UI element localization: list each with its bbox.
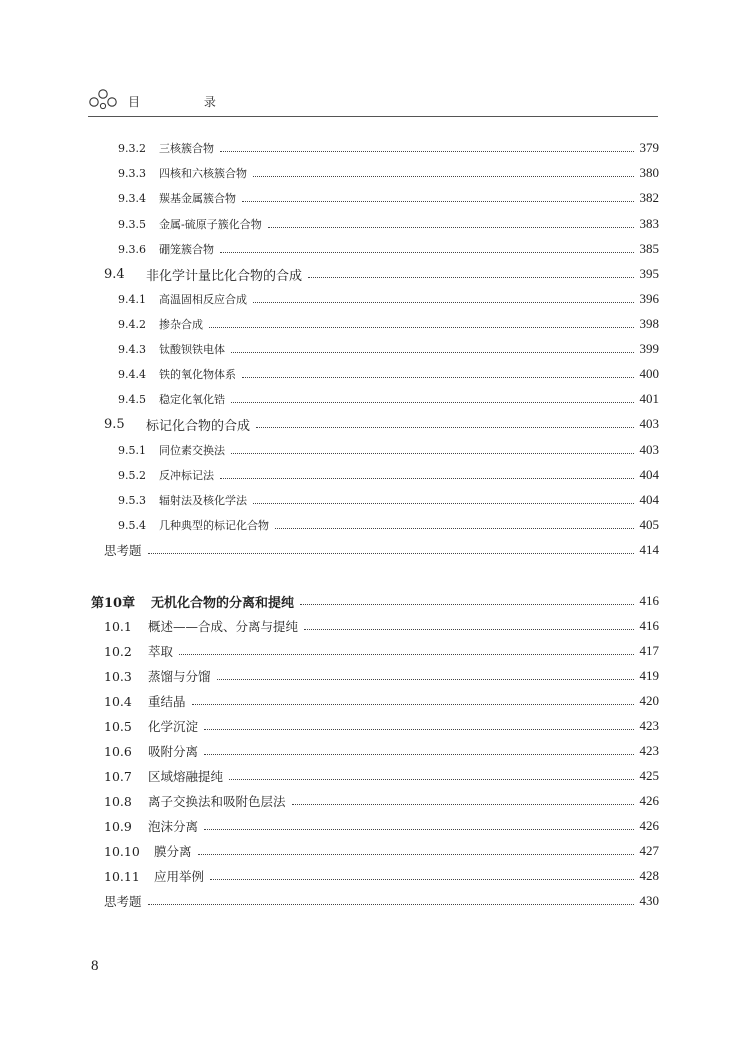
section-number: 10.2: [104, 643, 132, 659]
entry-title: 蒸馏与分馏: [148, 669, 211, 684]
page-number: 419: [639, 668, 659, 683]
page-number: 385: [639, 241, 659, 256]
running-header: [88, 86, 658, 117]
toc-entry[interactable]: [104, 540, 659, 560]
dot-leader: [231, 351, 634, 353]
toc-entry[interactable]: [118, 440, 659, 460]
page-number: 417: [639, 643, 659, 658]
dot-leader: [179, 653, 633, 655]
section-number: 9.4.2: [118, 317, 146, 331]
entry-title: 辐射法及核化学法: [159, 494, 247, 507]
toc-entry[interactable]: [104, 616, 659, 636]
page-number: 403: [639, 442, 659, 457]
entry-title: 应用举例: [154, 869, 205, 884]
section-number: 10.11: [104, 868, 140, 884]
dot-leader: [268, 226, 634, 228]
page-number: 423: [639, 743, 659, 758]
entry-title: 几种典型的标记化合物: [159, 519, 269, 532]
toc-entry[interactable]: [104, 841, 659, 861]
entry-title: 钛酸钡铁电体: [159, 343, 225, 356]
section-number: 9.4.3: [118, 342, 146, 356]
toc-entry[interactable]: [104, 666, 659, 686]
section-number: 9.4.4: [118, 367, 146, 381]
dot-leader: [204, 828, 633, 830]
entry-title: 泡沫分离: [148, 819, 199, 834]
page-number: 396: [639, 291, 659, 306]
section-number: 10.3: [104, 668, 132, 684]
toc-entry[interactable]: [104, 716, 659, 736]
folio-page-number: 8: [91, 958, 99, 974]
page-number: 430: [639, 893, 659, 908]
dot-leader: [192, 703, 634, 705]
page-number: 405: [639, 517, 659, 532]
page-number: 428: [639, 868, 659, 883]
page-number: 416: [639, 593, 659, 608]
toc-entry[interactable]: [118, 490, 659, 510]
page-number: 426: [639, 793, 659, 808]
dot-leader: [253, 301, 634, 303]
section-number: 9.5.1: [118, 443, 146, 457]
dot-leader: [231, 452, 634, 454]
page-number: 416: [639, 618, 659, 633]
toc-entry[interactable]: [104, 264, 659, 284]
toc-entry[interactable]: [118, 364, 659, 384]
toc-entry[interactable]: [118, 389, 659, 409]
entry-title: 区域熔融提纯: [148, 769, 224, 784]
page-number: 380: [639, 165, 659, 180]
page-number: 382: [639, 190, 659, 205]
dot-leader: [204, 753, 633, 755]
toc-entry[interactable]: [104, 741, 659, 761]
dot-leader: [275, 527, 634, 529]
toc-entry[interactable]: [118, 515, 659, 535]
entry-title: 三核簇合物: [159, 142, 214, 155]
dot-leader: [220, 251, 634, 253]
toc-entry[interactable]: [104, 641, 659, 661]
entry-title: 高温固相反应合成: [159, 293, 247, 306]
entry-title: 思考题: [104, 543, 142, 558]
toc-entry[interactable]: [118, 465, 659, 485]
dot-leader: [308, 276, 633, 278]
dot-leader: [292, 803, 634, 805]
entry-title: 反冲标记法: [159, 469, 214, 482]
entry-title: 概述——合成、分离与提纯: [148, 619, 299, 634]
section-number: 10.6: [104, 743, 132, 759]
dot-leader: [242, 200, 634, 202]
toc-entry[interactable]: [118, 138, 659, 158]
entry-title: 稳定化氧化锆: [159, 393, 225, 406]
page-number: 425: [639, 768, 659, 783]
section-number: 9.5.2: [118, 468, 146, 482]
page-number: 400: [639, 366, 659, 381]
dot-leader: [300, 603, 633, 605]
page-number: 404: [639, 492, 659, 507]
chapter-title: 无机化合物的分离和提纯: [151, 595, 295, 611]
section-number: 10.1: [104, 618, 132, 634]
toc-entry[interactable]: [104, 691, 659, 711]
entry-title: 非化学计量比化合物的合成: [146, 268, 303, 284]
section-number: 10.5: [104, 718, 132, 734]
dot-leader: [209, 326, 634, 328]
dot-leader: [210, 878, 633, 880]
toc-entry[interactable]: [104, 866, 659, 886]
page-number: 423: [639, 718, 659, 733]
page-number: 403: [639, 416, 659, 431]
entry-title: 掺杂合成: [159, 318, 203, 331]
section-number: 9.4: [104, 266, 125, 282]
dot-leader: [220, 477, 634, 479]
entry-title: 同位素交换法: [159, 444, 225, 457]
dot-leader: [231, 401, 634, 403]
dot-leader: [229, 778, 633, 780]
dot-leader: [198, 853, 634, 855]
entry-title: 标记化合物的合成: [146, 418, 251, 434]
section-number: 10.8: [104, 793, 132, 809]
dot-leader: [148, 903, 634, 905]
entry-title: 萃取: [148, 644, 174, 659]
entry-title: 金属-硫原子簇化合物: [159, 218, 262, 231]
section-number: 9.5.3: [118, 493, 146, 507]
entry-title: 思考题: [104, 894, 142, 909]
entry-title: 膜分离: [154, 844, 192, 859]
page-number: 427: [639, 843, 659, 858]
dot-leader: [253, 502, 634, 504]
toc-entry[interactable]: [104, 816, 659, 836]
page-number: 395: [639, 266, 659, 281]
page-number: 414: [639, 542, 659, 557]
page-number: 420: [639, 693, 659, 708]
page-number: 379: [639, 140, 659, 155]
section-number: 9.5: [104, 416, 125, 432]
page-number: 383: [639, 216, 659, 231]
toc-entry[interactable]: [118, 314, 659, 334]
dot-leader: [253, 175, 634, 177]
page-number: 426: [639, 818, 659, 833]
dot-leader: [217, 678, 634, 680]
toc-chapter-entry[interactable]: [91, 591, 659, 611]
section-number: 9.3.5: [118, 217, 146, 231]
section-number: 10.10: [104, 843, 140, 859]
toc-entry[interactable]: [104, 791, 659, 811]
entry-title: 羰基金属簇合物: [159, 192, 236, 205]
section-number: 9.3.3: [118, 166, 146, 180]
entry-title: 重结晶: [148, 694, 186, 709]
toc-entry[interactable]: [118, 163, 659, 183]
toc-entry[interactable]: [104, 891, 659, 911]
dot-leader: [304, 628, 633, 630]
molecule-logo-icon: [88, 86, 118, 112]
section-number: 9.4.1: [118, 292, 146, 306]
toc-entry[interactable]: [118, 339, 659, 359]
toc-entry[interactable]: [118, 188, 659, 208]
toc-entry[interactable]: [118, 214, 659, 234]
section-number: 9.4.5: [118, 392, 146, 406]
section-number: 9.3.2: [118, 141, 146, 155]
section-number: 10.9: [104, 818, 132, 834]
toc-entry[interactable]: [118, 239, 659, 259]
page-number: 401: [639, 391, 659, 406]
toc-entry[interactable]: [118, 289, 659, 309]
header-title: 目 录: [128, 95, 246, 109]
section-number: 9.3.6: [118, 242, 146, 256]
section-number: 9.5.4: [118, 518, 146, 532]
entry-title: 硼笼簇合物: [159, 243, 214, 256]
entry-title: 离子交换法和吸附色层法: [148, 794, 286, 809]
dot-leader: [220, 150, 634, 152]
toc-entry[interactable]: [104, 766, 659, 786]
page-number: 398: [639, 316, 659, 331]
dot-leader: [256, 426, 633, 428]
section-number: 10.4: [104, 693, 132, 709]
section-number: 10.7: [104, 768, 132, 784]
page-number: 404: [639, 467, 659, 482]
dot-leader: [204, 728, 633, 730]
entry-title: 四核和六核簇合物: [159, 167, 247, 180]
dot-leader: [148, 552, 634, 554]
dot-leader: [242, 376, 634, 378]
entry-title: 铁的氧化物体系: [159, 368, 236, 381]
chapter-number: 第10章: [91, 595, 136, 611]
toc-entry[interactable]: [104, 414, 659, 434]
page-number: 399: [639, 341, 659, 356]
section-number: 9.3.4: [118, 191, 146, 205]
entry-title: 化学沉淀: [148, 719, 199, 734]
entry-title: 吸附分离: [148, 744, 199, 759]
